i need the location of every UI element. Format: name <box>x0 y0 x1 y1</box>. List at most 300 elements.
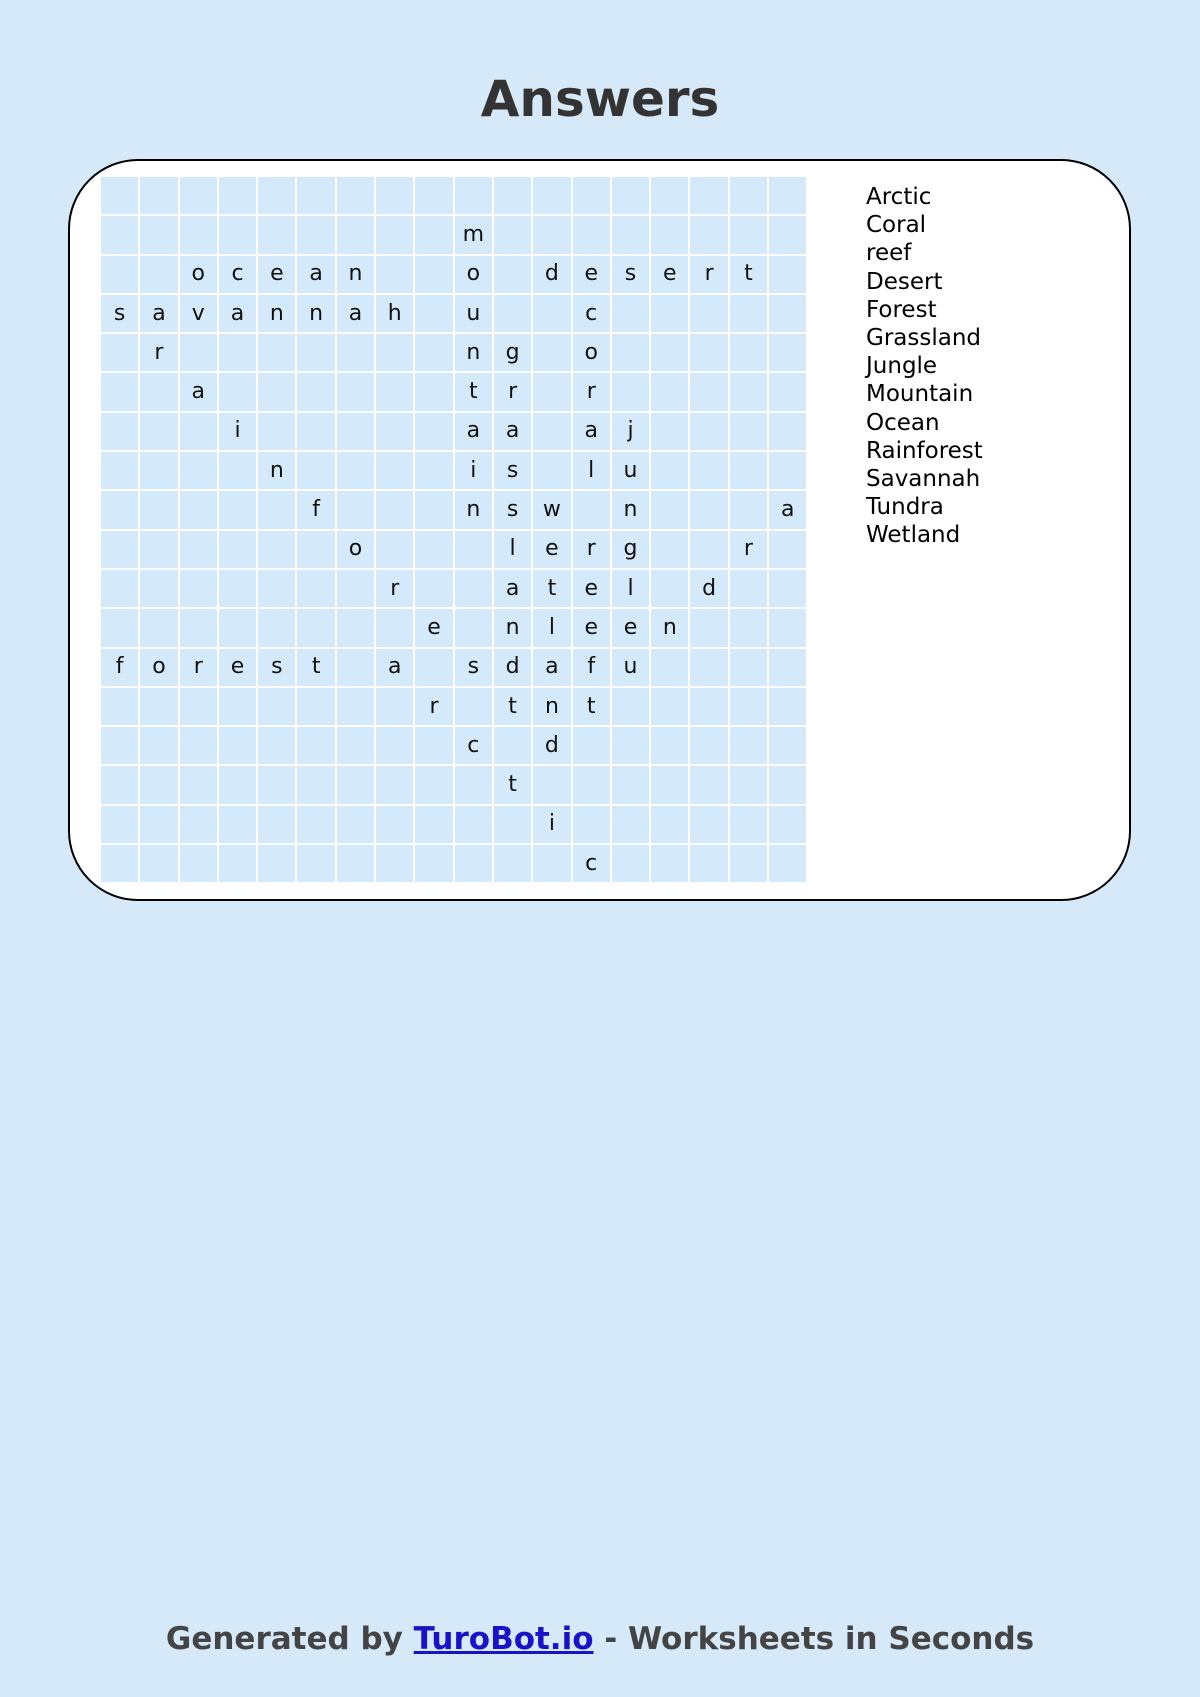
grid-cell <box>494 806 531 843</box>
grid-cell <box>180 334 217 371</box>
grid-cell <box>101 216 138 253</box>
grid-cell: a <box>140 295 177 332</box>
grid-cell <box>180 452 217 489</box>
grid-cell <box>651 295 688 332</box>
grid-cell <box>494 845 531 882</box>
word-list-item: Jungle <box>866 353 938 380</box>
grid-cell <box>297 609 334 646</box>
grid-cell: a <box>180 373 217 410</box>
grid-cell <box>337 373 374 410</box>
grid-cell: o <box>455 256 492 293</box>
grid-cell <box>573 491 610 528</box>
grid-cell <box>415 373 452 410</box>
word-list-item: Forest <box>866 296 937 323</box>
grid-cell: e <box>573 256 610 293</box>
grid-cell: g <box>494 334 531 371</box>
grid-cell <box>730 609 767 646</box>
grid-cell <box>415 334 452 371</box>
word-list-item: Coral <box>866 212 927 239</box>
grid-cell <box>651 452 688 489</box>
grid-cell <box>140 177 177 214</box>
grid-cell <box>415 766 452 803</box>
grid-cell <box>180 413 217 450</box>
grid-cell: a <box>769 491 806 528</box>
grid-cell <box>180 766 217 803</box>
grid-cell <box>376 766 413 803</box>
grid-cell <box>415 531 452 568</box>
grid-cell <box>376 845 413 882</box>
grid-cell <box>376 334 413 371</box>
grid-cell: r <box>690 256 727 293</box>
grid-cell: r <box>140 334 177 371</box>
grid-cell <box>573 216 610 253</box>
grid-cell <box>494 216 531 253</box>
grid-cell <box>297 845 334 882</box>
grid-cell <box>612 806 649 843</box>
grid-cell <box>730 766 767 803</box>
grid-cell <box>337 766 374 803</box>
grid-cell <box>651 688 688 725</box>
grid-cell <box>690 766 727 803</box>
grid-cell <box>376 452 413 489</box>
grid-cell <box>180 609 217 646</box>
grid-cell <box>180 727 217 764</box>
grid-cell <box>258 334 295 371</box>
grid-cell <box>180 845 217 882</box>
grid-cell: j <box>612 413 649 450</box>
word-list-item: Mountain <box>866 381 974 408</box>
grid-cell: d <box>533 256 570 293</box>
grid-cell: n <box>455 334 492 371</box>
grid-cell <box>219 334 256 371</box>
grid-cell: n <box>258 295 295 332</box>
footer-prefix: Generated by <box>165 1621 403 1657</box>
grid-cell <box>415 649 452 686</box>
grid-cell <box>573 806 610 843</box>
grid-cell <box>258 491 295 528</box>
grid-cell: v <box>180 295 217 332</box>
grid-cell <box>101 727 138 764</box>
grid-cell: s <box>494 491 531 528</box>
grid-cell <box>219 688 256 725</box>
grid-cell: c <box>219 256 256 293</box>
grid-cell <box>140 806 177 843</box>
grid-cell: e <box>219 649 256 686</box>
grid-cell <box>415 295 452 332</box>
grid-cell <box>337 216 374 253</box>
grid-cell <box>690 649 727 686</box>
grid-cell <box>337 727 374 764</box>
grid-cell <box>297 570 334 607</box>
grid-cell <box>612 766 649 803</box>
grid-cell: r <box>376 570 413 607</box>
word-list-item: Grassland <box>866 325 981 352</box>
grid-cell <box>376 806 413 843</box>
grid-cell <box>101 491 138 528</box>
grid-cell <box>455 609 492 646</box>
grid-cell <box>337 609 374 646</box>
grid-cell: n <box>297 295 334 332</box>
grid-cell <box>258 766 295 803</box>
footer-suffix: - Worksheets in Seconds <box>604 1621 1035 1657</box>
grid-cell <box>730 727 767 764</box>
grid-cell <box>494 177 531 214</box>
grid-cell: l <box>494 531 531 568</box>
grid-cell: g <box>612 531 649 568</box>
grid-cell: a <box>376 649 413 686</box>
grid-cell <box>180 491 217 528</box>
grid-cell <box>690 413 727 450</box>
grid-cell: u <box>612 649 649 686</box>
grid-cell <box>769 531 806 568</box>
word-list-item: Rainforest <box>866 437 983 464</box>
grid-cell <box>769 334 806 371</box>
grid-cell <box>455 570 492 607</box>
grid-cell <box>573 727 610 764</box>
grid-cell <box>219 452 256 489</box>
grid-cell <box>730 413 767 450</box>
grid-cell: e <box>573 570 610 607</box>
grid-cell <box>730 649 767 686</box>
grid-cell: d <box>533 727 570 764</box>
grid-cell <box>690 531 727 568</box>
grid-cell <box>612 373 649 410</box>
grid-cell <box>690 216 727 253</box>
grid-cell <box>415 806 452 843</box>
grid-cell: c <box>455 727 492 764</box>
grid-cell <box>690 688 727 725</box>
grid-cell <box>533 295 570 332</box>
grid-cell: a <box>219 295 256 332</box>
grid-cell <box>140 216 177 253</box>
grid-cell: e <box>612 609 649 646</box>
grid-cell <box>769 609 806 646</box>
grid-cell: s <box>258 649 295 686</box>
grid-cell <box>140 491 177 528</box>
grid-cell <box>140 531 177 568</box>
grid-cell <box>730 845 767 882</box>
grid-cell <box>219 216 256 253</box>
grid-cell: o <box>140 649 177 686</box>
grid-cell <box>376 727 413 764</box>
grid-cell <box>769 570 806 607</box>
grid-cell: d <box>690 570 727 607</box>
grid-cell <box>140 256 177 293</box>
grid-cell <box>769 688 806 725</box>
grid-cell <box>101 334 138 371</box>
grid-cell <box>455 177 492 214</box>
grid-cell <box>690 845 727 882</box>
grid-cell <box>651 216 688 253</box>
grid-cell <box>219 727 256 764</box>
grid-cell: s <box>455 649 492 686</box>
grid-cell <box>337 806 374 843</box>
grid-cell <box>455 531 492 568</box>
grid-cell <box>730 452 767 489</box>
grid-cell: a <box>337 295 374 332</box>
grid-cell <box>612 177 649 214</box>
grid-cell <box>297 216 334 253</box>
grid-cell <box>337 177 374 214</box>
grid-cell <box>651 531 688 568</box>
grid-cell <box>140 609 177 646</box>
grid-cell <box>769 256 806 293</box>
grid-cell <box>140 413 177 450</box>
grid-cell: c <box>573 295 610 332</box>
grid-cell <box>415 216 452 253</box>
grid-cell <box>690 334 727 371</box>
grid-cell: n <box>258 452 295 489</box>
grid-cell <box>337 491 374 528</box>
grid-cell <box>769 727 806 764</box>
grid-cell <box>651 766 688 803</box>
grid-cell <box>297 177 334 214</box>
grid-cell <box>612 295 649 332</box>
grid-cell <box>140 766 177 803</box>
grid-cell: h <box>376 295 413 332</box>
grid-cell <box>533 216 570 253</box>
grid-cell <box>101 373 138 410</box>
grid-cell <box>258 413 295 450</box>
grid-cell <box>376 688 413 725</box>
grid-cell: r <box>573 531 610 568</box>
word-list-item: Wetland <box>866 522 961 549</box>
grid-cell: a <box>494 413 531 450</box>
grid-cell: r <box>573 373 610 410</box>
grid-cell <box>533 845 570 882</box>
grid-cell: e <box>573 609 610 646</box>
grid-cell <box>651 177 688 214</box>
grid-cell <box>140 452 177 489</box>
grid-cell <box>533 373 570 410</box>
grid-cell <box>769 766 806 803</box>
grid-cell <box>258 216 295 253</box>
grid-cell <box>337 570 374 607</box>
grid-cell <box>455 766 492 803</box>
grid-cell: i <box>455 452 492 489</box>
grid-cell <box>297 688 334 725</box>
grid-cell <box>690 609 727 646</box>
grid-cell: a <box>494 570 531 607</box>
grid-cell <box>455 806 492 843</box>
grid-cell <box>140 570 177 607</box>
grid-cell: e <box>651 256 688 293</box>
grid-cell: a <box>573 413 610 450</box>
grid-cell <box>337 845 374 882</box>
grid-cell <box>337 334 374 371</box>
grid-cell <box>297 334 334 371</box>
grid-cell <box>690 373 727 410</box>
grid-cell <box>219 609 256 646</box>
grid-cell <box>415 256 452 293</box>
grid-cell <box>415 727 452 764</box>
grid-cell <box>651 491 688 528</box>
grid-cell <box>140 688 177 725</box>
grid-cell <box>376 373 413 410</box>
grid-cell <box>140 373 177 410</box>
grid-cell <box>612 216 649 253</box>
grid-cell: t <box>494 766 531 803</box>
grid-cell <box>219 491 256 528</box>
grid-cell <box>376 609 413 646</box>
grid-cell <box>258 688 295 725</box>
grid-cell <box>651 334 688 371</box>
grid-cell <box>180 806 217 843</box>
grid-cell <box>730 491 767 528</box>
grid-cell <box>533 177 570 214</box>
grid-cell <box>180 570 217 607</box>
grid-cell <box>101 845 138 882</box>
grid-cell: e <box>533 531 570 568</box>
grid-cell <box>494 295 531 332</box>
grid-cell <box>376 491 413 528</box>
grid-cell: f <box>297 491 334 528</box>
grid-cell <box>690 727 727 764</box>
grid-cell: u <box>455 295 492 332</box>
word-list-item: Savannah <box>866 466 981 493</box>
grid-cell <box>769 373 806 410</box>
grid-cell <box>258 727 295 764</box>
grid-cell <box>730 570 767 607</box>
word-list-item: reef <box>866 240 912 267</box>
grid-cell: r <box>730 531 767 568</box>
grid-cell <box>690 491 727 528</box>
grid-cell <box>651 570 688 607</box>
grid-cell <box>337 413 374 450</box>
turobot-link[interactable]: TuroBot.io <box>413 1621 594 1657</box>
grid-cell <box>337 452 374 489</box>
grid-cell <box>415 570 452 607</box>
grid-cell: s <box>101 295 138 332</box>
grid-cell <box>297 452 334 489</box>
grid-cell <box>612 845 649 882</box>
grid-cell <box>533 452 570 489</box>
grid-cell: o <box>337 531 374 568</box>
grid-cell <box>140 727 177 764</box>
grid-cell: w <box>533 491 570 528</box>
grid-cell: u <box>612 452 649 489</box>
grid-cell <box>494 727 531 764</box>
word-list <box>866 183 983 550</box>
grid-cell <box>297 413 334 450</box>
grid-cell <box>219 373 256 410</box>
grid-cell <box>730 216 767 253</box>
grid-cell: a <box>455 413 492 450</box>
word-list-item: Desert <box>866 268 943 295</box>
word-list-item: Ocean <box>866 409 940 436</box>
grid-cell <box>101 531 138 568</box>
grid-cell <box>533 766 570 803</box>
grid-cell: n <box>612 491 649 528</box>
grid-cell <box>415 845 452 882</box>
grid-cell: r <box>180 649 217 686</box>
grid-cell <box>415 413 452 450</box>
grid-cell <box>219 845 256 882</box>
grid-cell <box>533 413 570 450</box>
grid-cell: o <box>180 256 217 293</box>
grid-cell <box>101 766 138 803</box>
grid-cell <box>376 256 413 293</box>
grid-cell <box>101 609 138 646</box>
grid-cell <box>769 806 806 843</box>
grid-cell <box>730 177 767 214</box>
grid-cell <box>258 373 295 410</box>
grid-cell: t <box>573 688 610 725</box>
grid-cell <box>415 452 452 489</box>
grid-cell <box>376 216 413 253</box>
grid-cell <box>533 334 570 371</box>
grid-cell <box>337 688 374 725</box>
grid-cell <box>769 177 806 214</box>
word-list-item: Arctic <box>866 184 932 210</box>
grid-cell <box>730 806 767 843</box>
grid-cell <box>415 177 452 214</box>
grid-cell <box>219 766 256 803</box>
grid-cell <box>690 295 727 332</box>
grid-cell: r <box>415 688 452 725</box>
grid-cell <box>651 649 688 686</box>
grid-cell <box>455 688 492 725</box>
grid-cell <box>101 688 138 725</box>
grid-cell: l <box>533 609 570 646</box>
grid-cell <box>297 373 334 410</box>
grid-cell <box>651 727 688 764</box>
grid-cell <box>376 177 413 214</box>
page-title: Answers <box>480 70 720 128</box>
grid-cell <box>258 806 295 843</box>
grid-cell: c <box>573 845 610 882</box>
grid-cell <box>651 413 688 450</box>
grid-cell <box>690 177 727 214</box>
grid-cell <box>494 256 531 293</box>
grid-cell <box>297 727 334 764</box>
grid-cell <box>769 649 806 686</box>
grid-cell <box>612 688 649 725</box>
grid-cell <box>297 531 334 568</box>
grid-cell: n <box>494 609 531 646</box>
grid-cell <box>651 373 688 410</box>
grid-cell: a <box>297 256 334 293</box>
grid-cell <box>101 806 138 843</box>
grid-cell: m <box>455 216 492 253</box>
grid-cell: l <box>612 570 649 607</box>
footer <box>0 1617 1200 1661</box>
grid-cell <box>297 766 334 803</box>
word-list-item: Tundra <box>866 494 944 521</box>
grid-cell: t <box>533 570 570 607</box>
grid-cell: t <box>494 688 531 725</box>
grid-cell <box>769 452 806 489</box>
grid-cell <box>651 845 688 882</box>
grid-cell: i <box>533 806 570 843</box>
grid-cell <box>769 413 806 450</box>
grid-cell <box>180 688 217 725</box>
grid-cell: e <box>415 609 452 646</box>
grid-cell: e <box>258 256 295 293</box>
grid-cell <box>337 649 374 686</box>
grid-cell <box>730 373 767 410</box>
grid-cell <box>219 531 256 568</box>
grid-cell <box>219 806 256 843</box>
grid-cell <box>180 531 217 568</box>
grid-cell: n <box>533 688 570 725</box>
grid-cell <box>258 570 295 607</box>
grid-cell <box>101 413 138 450</box>
grid-cell <box>297 806 334 843</box>
grid-cell <box>101 177 138 214</box>
word-search-grid <box>101 177 806 882</box>
grid-cell <box>690 806 727 843</box>
